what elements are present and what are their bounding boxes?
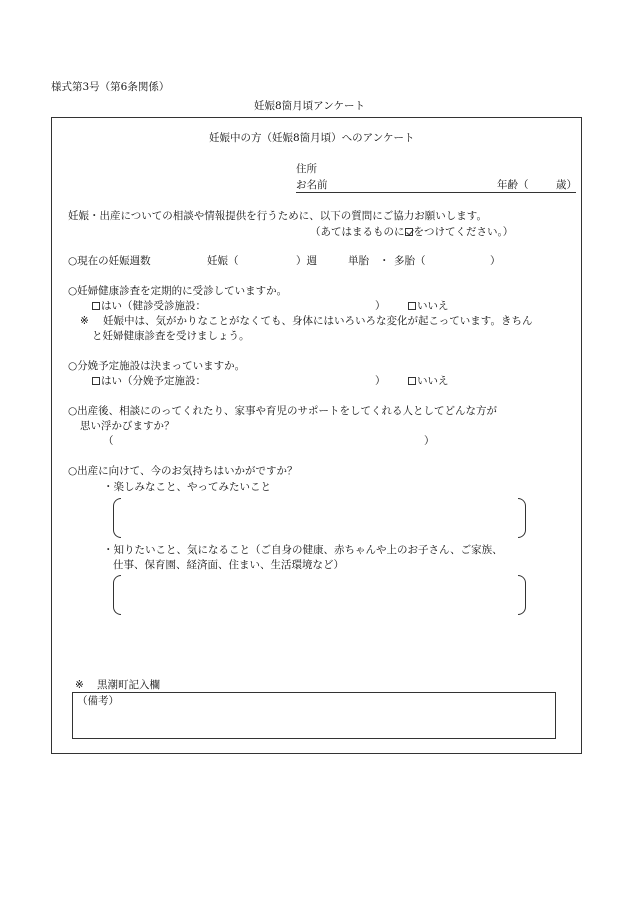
intro-line-2-post: をつけてください。）	[413, 226, 514, 238]
intro-line-2	[310, 227, 513, 238]
q5-box-2-right-bracket	[518, 575, 526, 615]
q4-answer-field[interactable]	[115, 436, 420, 447]
q2-no-label: いいえ	[417, 300, 449, 312]
q5-box-1-right-bracket	[518, 498, 526, 538]
q5-item-1: ・楽しみなこと、やってみたいこと	[103, 481, 271, 493]
office-mark: ※	[75, 679, 84, 691]
q3-label: ○分娩予定施設は決まっていますか。	[68, 360, 246, 372]
address-label: 住所	[296, 163, 317, 175]
age-label: 年齢（	[497, 179, 529, 191]
age-unit: 歳）	[556, 179, 577, 191]
q3-no-checkbox[interactable]	[408, 377, 416, 385]
q2-label: ○妊婦健康診査を定期的に受診していますか。	[68, 285, 288, 297]
q3-yes-label: はい（分娩予定施設：	[101, 375, 206, 387]
q1-weeks-post: ）週	[296, 255, 317, 267]
q1-multi-field[interactable]	[428, 256, 488, 267]
q3-facility-field[interactable]	[212, 376, 372, 387]
q5-label: ○出産に向けて、今のお気持ちはいかがですか？	[68, 465, 298, 477]
q2-yes-close: ）	[375, 300, 386, 312]
q1-multi-post: ）	[490, 255, 501, 267]
intro-line-2-pre: （あてはまるものに	[310, 226, 405, 238]
remarks-box[interactable]	[72, 692, 556, 739]
q3-yes-close: ）	[375, 375, 386, 387]
q5-box-2-left-bracket	[113, 575, 121, 615]
inner-title: 妊娠中の方（妊娠8箇月頃）へのアンケート	[209, 132, 415, 144]
q5-box-1-left-bracket	[113, 498, 121, 538]
q5-box-1-field[interactable]	[122, 500, 518, 536]
q5-box-2-field[interactable]	[122, 577, 518, 613]
q3-no-option[interactable]	[408, 376, 449, 387]
q2-yes-option[interactable]	[92, 301, 206, 312]
q4-label-line-2: 思い浮かびますか？	[80, 420, 175, 432]
q5-item-2-line-2: 仕事、保育園、経済面、住まい、生活環境など）	[113, 559, 344, 571]
q2-yes-label: はい（健診受診施設：	[101, 300, 206, 312]
q1-multi-pre[interactable]: 多胎（	[394, 255, 426, 267]
q4-close-paren: ）	[424, 435, 435, 447]
q2-no-checkbox[interactable]	[408, 302, 416, 310]
name-label: お名前	[296, 179, 328, 191]
remarks-label: （備考）	[77, 695, 119, 707]
intro-line-1: 妊娠・出産についての相談や情報提供を行うために、以下の質問にご協力お願いします。	[68, 210, 487, 222]
q1-weeks-pre: 妊娠（	[207, 255, 239, 267]
name-underline	[296, 192, 576, 193]
q2-yes-checkbox[interactable]	[92, 302, 100, 310]
checked-box-icon	[405, 228, 413, 236]
document-title: 妊娠8箇月頃アンケート	[254, 100, 366, 112]
q2-note-line-1: 妊娠中は、気がかりなことがなくても、身体にはいろいろな変化が起こっています。きちん	[103, 315, 533, 327]
office-label: 黒潮町記入欄	[97, 679, 160, 691]
q5-item-2-line-1: ・知りたいこと、気になること（ご自身の健康、赤ちゃんや上のお子さん、ご家族、	[103, 544, 503, 556]
q2-note-line-2: と妊婦健康診査を受けましょう。	[92, 330, 250, 342]
q3-no-label: いいえ	[417, 375, 449, 387]
q3-yes-option[interactable]	[92, 376, 206, 387]
q2-note-mark: ※	[80, 315, 89, 327]
q2-no-option[interactable]	[408, 301, 449, 312]
q4-label-line-1: ○出産後、相談にのってくれたり、家事や育児のサポートをしてくれる人としてどんな方が	[68, 405, 498, 417]
q2-facility-field[interactable]	[212, 301, 372, 312]
q1-single-option[interactable]: 単胎	[348, 255, 369, 267]
q1-label: ○現在の妊娠週数	[68, 255, 151, 267]
q3-yes-checkbox[interactable]	[92, 377, 100, 385]
form-number: 様式第3号（第6条関係）	[51, 81, 170, 93]
q1-dot: ・	[379, 255, 390, 267]
q4-open-paren: （	[103, 435, 114, 447]
q1-weeks-field[interactable]	[246, 256, 296, 267]
